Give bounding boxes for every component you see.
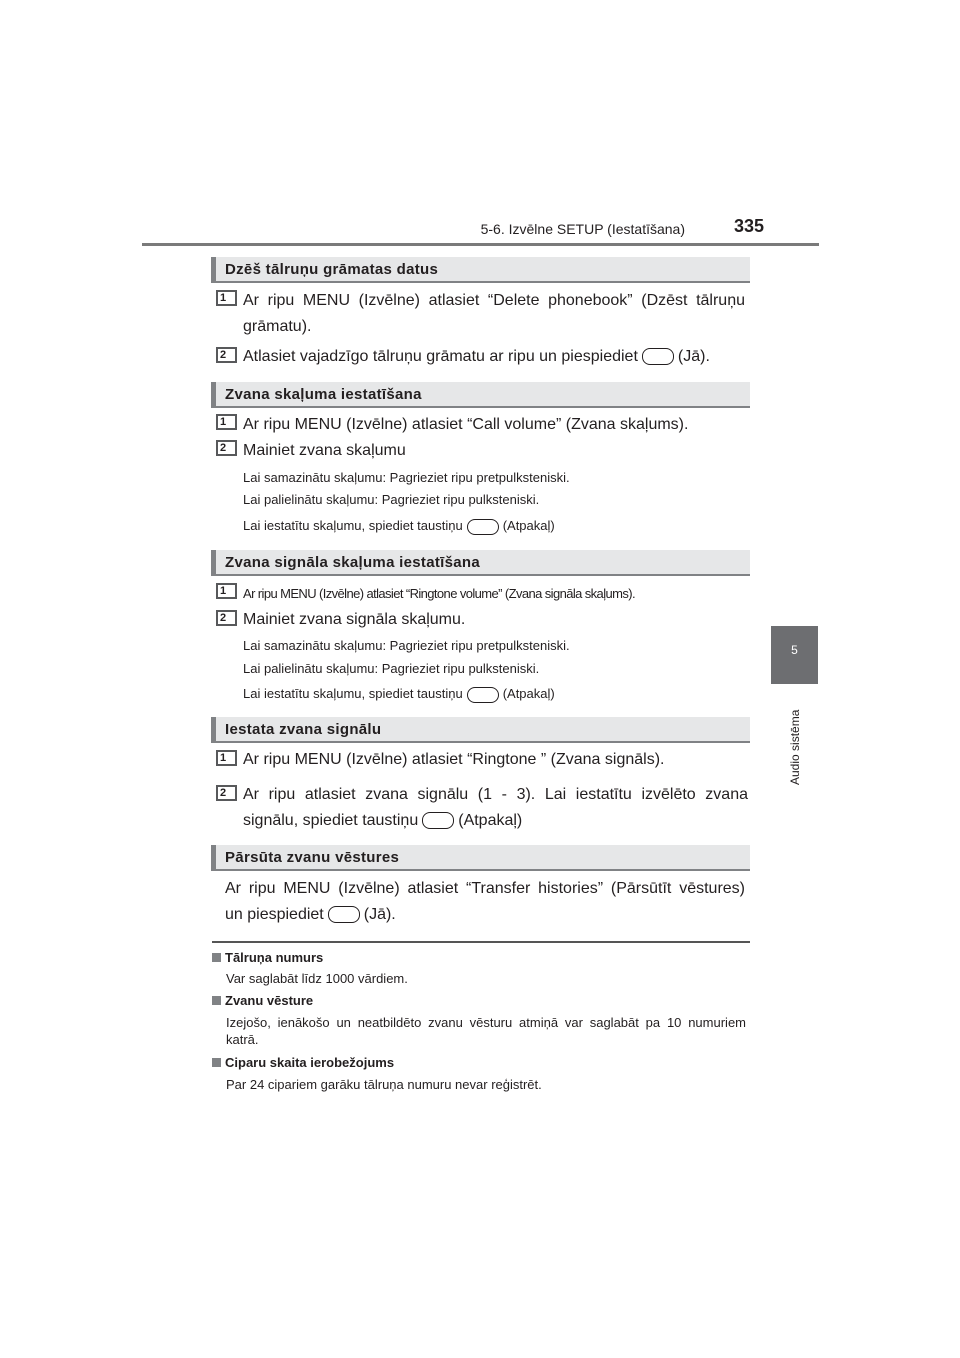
section-divider xyxy=(212,941,750,943)
step-text: Ar ripu MENU (Izvēlne) atlasiet “Ringtone volume” (Zvana signāla skaļums). xyxy=(243,586,635,601)
step-text-after: (Atpakaļ) xyxy=(458,812,523,829)
step-text: Ar ripu MENU (Izvēlne) atlasiet “Call volume” (Zvana skaļums). xyxy=(243,416,689,433)
footnote-title: Tālruņa numurs xyxy=(225,950,324,965)
step-text: Mainiet zvana skaļumu xyxy=(243,442,406,459)
step-text: Ar ripu MENU (Izvēlne) atlasiet “Delete phonebook” (Dzēst tālruņu grāmatu). xyxy=(243,292,745,335)
step-number-badge: 2 xyxy=(216,785,237,801)
step-text: Ar ripu MENU (Izvēlne) atlasiet “Ringtone ” (Zvana signāls). xyxy=(243,751,665,768)
chapter-label xyxy=(783,690,805,790)
header-rule xyxy=(142,243,819,246)
step-number-badge: 2 xyxy=(216,440,237,456)
step-text: Ar ripu atlasiet zvana signālu (1 - 3). Lai iestatītu izvēlēto zvana xyxy=(243,786,748,803)
note-text-after: (Atpakaļ) xyxy=(502,686,555,701)
note-text-before: Lai iestatītu skaļumu, spiediet taustiņu xyxy=(243,518,463,533)
step-text-before: Atlasiet vajadzīgo tālruņu grāmatu ar ripu un piespiediet xyxy=(243,348,638,365)
section-heading-delete-phonebook xyxy=(211,257,750,283)
section-title: Pārsūta zvanu vēstures xyxy=(225,849,400,866)
step-number-badge: 2 xyxy=(216,347,237,363)
square-bullet-icon xyxy=(212,953,221,962)
body-text xyxy=(225,902,745,928)
step-number-badge: 1 xyxy=(216,583,237,599)
yes-button-icon xyxy=(328,906,360,923)
section-heading-ringtone-volume xyxy=(211,550,750,576)
step-text-after: (Jā). xyxy=(677,348,710,365)
square-bullet-icon xyxy=(212,1058,221,1067)
body-text-after: (Jā). xyxy=(363,906,396,923)
footnote-title: Zvanu vēsture xyxy=(225,993,314,1008)
section-title: Dzēš tālruņu grāmatas datus xyxy=(225,261,439,278)
section-heading-transfer-histories xyxy=(211,845,750,871)
step-number-badge: 1 xyxy=(216,290,237,306)
note-text: Lai palielinātu skaļumu: Pagrieziet ripu pulksteniski. xyxy=(243,661,540,676)
note-text: Lai samazinātu skaļumu: Pagrieziet ripu pretpulksteniski. xyxy=(243,638,570,653)
chapter-number: 5 xyxy=(791,643,798,657)
step-text: Mainiet zvana signāla skaļumu. xyxy=(243,611,466,628)
running-header: 5-6. Izvēlne SETUP (Iestatīšana) xyxy=(480,221,685,237)
back-button-icon xyxy=(467,519,499,535)
footnote-heading xyxy=(212,1055,394,1070)
square-bullet-icon xyxy=(212,996,221,1005)
note-text: Lai samazinātu skaļumu: Pagrieziet ripu pretpulksteniski. xyxy=(243,470,570,485)
yes-button-icon xyxy=(642,348,674,365)
step-number-badge: 1 xyxy=(216,750,237,766)
section-heading-call-volume xyxy=(211,382,750,408)
note-text-after: (Atpakaļ) xyxy=(502,518,555,533)
step-number-badge: 1 xyxy=(216,414,237,430)
footnote-text: Var saglabāt līdz 1000 vārdiem. xyxy=(226,971,408,986)
footnote-heading xyxy=(212,950,323,965)
note-text-before: Lai iestatītu skaļumu, spiediet taustiņu xyxy=(243,686,463,701)
back-button-icon xyxy=(422,812,454,829)
section-title: Zvana signāla skaļuma iestatīšana xyxy=(225,554,481,571)
note-text xyxy=(243,516,748,536)
body-text-before: un piespiediet xyxy=(225,906,324,923)
back-button-icon xyxy=(467,687,499,703)
chapter-title: Audio sistēma xyxy=(788,709,802,785)
body-text: Ar ripu MENU (Izvēlne) atlasiet “Transfer histories” (Pārsūtīt vēstures) xyxy=(225,880,745,897)
page-number: 335 xyxy=(734,216,765,236)
step-text xyxy=(243,344,753,370)
section-title: Iestata zvana signālu xyxy=(225,721,382,738)
chapter-tab xyxy=(771,626,818,684)
note-text: Lai palielinātu skaļumu: Pagrieziet ripu pulksteniski. xyxy=(243,492,540,507)
step-number-badge: 2 xyxy=(216,610,237,626)
note-text xyxy=(243,684,748,704)
section-title: Zvana skaļuma iestatīšana xyxy=(225,386,422,403)
footnote-text: Par 24 cipariem garāku tālruņa numuru nevar reģistrēt. xyxy=(226,1077,542,1092)
footnote-heading xyxy=(212,993,313,1008)
footnote-text: Izejošo, ienākošo un neatbildēto zvanu vēsturu atmiņā var saglabāt pa 10 numuriem katrā. xyxy=(226,1015,746,1047)
footnote-title: Ciparu skaita ierobežojums xyxy=(225,1055,395,1070)
step-text-before: signālu, spiediet taustiņu xyxy=(243,812,419,829)
step-text xyxy=(243,808,748,834)
section-heading-set-ringtone xyxy=(211,717,750,743)
